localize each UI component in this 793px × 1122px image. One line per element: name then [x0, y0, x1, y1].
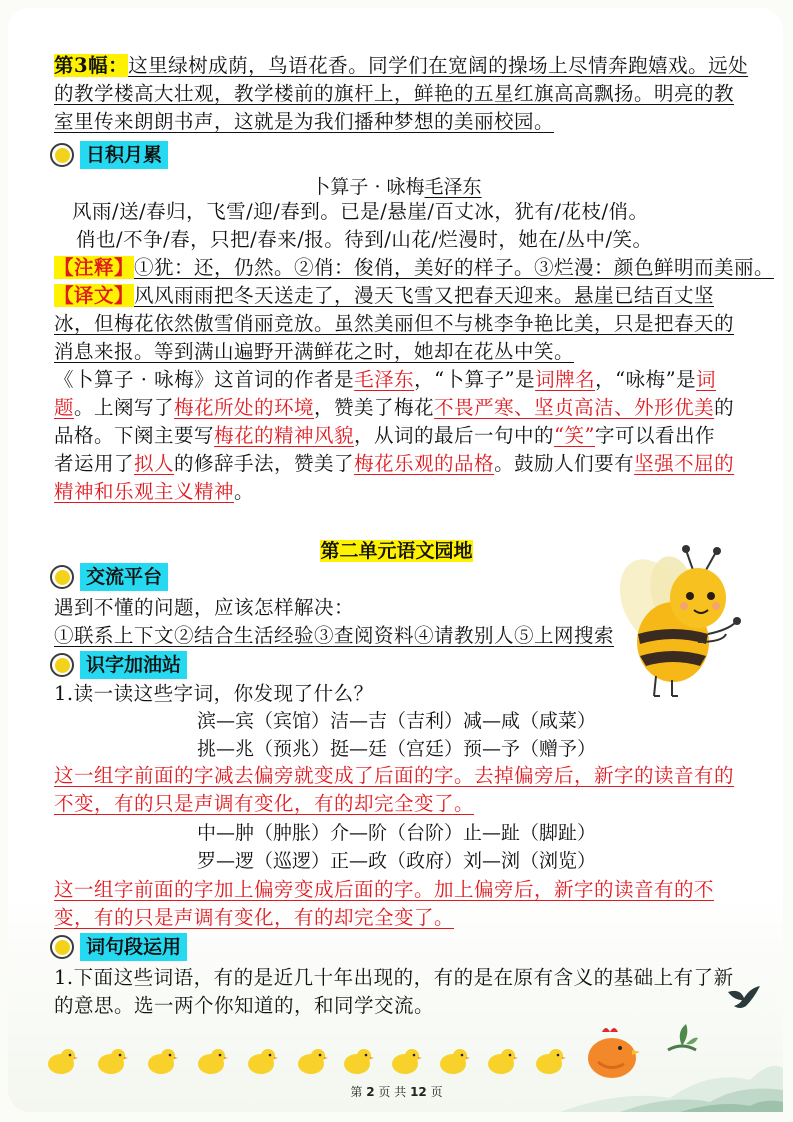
words-line2: 的意思。选一两个你知道的，和同学交流。: [54, 994, 435, 1017]
unit-title: 第二单元语文园地: [320, 540, 473, 562]
answer-cipaiming: 词牌名: [535, 368, 596, 391]
analysis-text: 。鼓励人们要有: [494, 452, 635, 475]
analysis-text: ，赞美了梅花: [314, 396, 435, 419]
picture3-line1: [54, 52, 748, 80]
section-exchange: [50, 562, 168, 592]
literacy-answer2-line1: 这一组字前面的字加上偏旁变成后面的字。加上偏旁后，新字的读音有的不: [54, 878, 715, 901]
chick-icon: [244, 1046, 278, 1076]
poem-title-text: 卜算子 · 咏梅: [311, 176, 425, 198]
exchange-answer: ①联系上下文②结合生活经验③查阅资料④请教别人⑤上网搜索: [54, 624, 615, 647]
translation-tag: 【译文】: [54, 284, 135, 307]
answer-optimism: 梅花乐观的品格: [354, 452, 495, 475]
analysis-text: 者运用了: [54, 452, 135, 475]
chick-icon: [436, 1046, 470, 1076]
literacy-row4: 罗—逻（巡逻）正—政（政府）刘—浏（浏览）: [196, 850, 596, 872]
section-accumulate-label: 日积月累: [80, 141, 168, 169]
footer-text: 页 共: [378, 1085, 407, 1099]
chick-icon: [484, 1046, 518, 1076]
answer-cititle-a: 词: [696, 368, 717, 391]
translation-text1: 风风雨雨把冬天送走了，漫天飞雪又把春天迎来。悬崖已结百丈坚: [134, 284, 715, 307]
page-footer: [0, 1083, 793, 1100]
notes-tag: 【注释】: [54, 256, 135, 279]
analysis-text: 字可以看出作: [595, 424, 716, 447]
literacy-answer1-line2: 不变，有的只是声调有变化，有的却完全变了。: [54, 792, 475, 815]
answer-xiao: “笑”: [554, 424, 595, 447]
answer-author: 毛泽东: [354, 368, 415, 391]
poem-line1: 风雨/送/春归，飞雪/迎/春到。已是/悬崖/百丈冰，犹有/花枝/俏。: [72, 200, 649, 223]
section-exchange-label: 交流平台: [80, 563, 168, 591]
picture3-line3: 室里传来朗朗书声，这就是为我们播种梦想的美丽校园。: [54, 110, 555, 133]
answer-environment: 梅花所处的环境: [174, 396, 315, 419]
analysis-line4: [54, 450, 734, 478]
analysis-text: ，“卜算子”是: [414, 368, 536, 391]
poem-author: 毛泽东: [424, 176, 482, 198]
analysis-text: 的: [714, 396, 735, 419]
footer-text: 页: [430, 1085, 443, 1099]
section-words-label: 词句段运用: [80, 933, 187, 961]
answer-qualities: 不畏严寒、坚贞高洁、外形优美: [434, 396, 715, 419]
literacy-row3: 中—肿（肿胀）介—阶（台阶）止—趾（脚趾）: [196, 822, 596, 844]
section-accumulate: [50, 140, 168, 170]
bullet-icon: [50, 565, 74, 589]
analysis-text: 《卜算子 · 咏梅》这首词的作者是: [54, 368, 355, 391]
page-total: 12: [410, 1085, 427, 1099]
literacy-answer1-line1: 这一组字前面的字减去偏旁就变成了后面的字。去掉偏旁后，新字的读音有的: [54, 764, 735, 787]
translation-line2: 冰，但梅花依然傲雪俏丽竞放。虽然美丽但不与桃李争艳比美，只是把春天的: [54, 312, 735, 335]
answer-spirit-a: 坚强不屈的: [634, 452, 735, 475]
exchange-question: 遇到不懂的问题，应该怎样解决：: [54, 596, 355, 619]
analysis-line1: [54, 366, 716, 394]
analysis-text: ，从词的最后一句中的: [354, 424, 555, 447]
picture3-text1: 这里绿树成荫，鸟语花香。同学们在宽阔的操场上尽情奔跑嬉戏。远处: [128, 54, 749, 77]
translation-line3: 消息来报。等到满山遍野开满鲜花之时，她却在花丛中笑。: [54, 340, 575, 363]
bullet-icon: [50, 935, 74, 959]
analysis-text: ，“咏梅”是: [595, 368, 697, 391]
literacy-row2: 挑—兆（预兆）挺—廷（宫廷）预—予（赠予）: [196, 738, 596, 760]
chick-icon: [340, 1046, 374, 1076]
chick-icon: [388, 1046, 422, 1076]
landscape-decoration: [560, 1040, 783, 1112]
picture3-line2: 的教学楼高大壮观，教学楼前的旗杆上，鲜艳的五星红旗高高飘扬。明亮的教: [54, 82, 735, 105]
literacy-row1: 滨—宾（宾馆）洁—吉（吉利）减—咸（咸菜）: [196, 710, 596, 732]
bullet-icon: [50, 143, 74, 167]
literacy-question: 1.读一读这些字词，你发现了什么？: [54, 682, 374, 705]
analysis-line5: [54, 478, 254, 506]
literacy-answer2-line2: 变，有的只是声调有变化，有的却完全变了。: [54, 906, 455, 929]
notes-line: [54, 254, 774, 282]
answer-spirit-b: 精神和乐观主义精神: [54, 480, 235, 503]
chick-icon: [94, 1046, 128, 1076]
picture3-tag: 第3幅：: [54, 54, 129, 77]
bee-icon: [598, 542, 758, 702]
analysis-text: 品格。下阕主要写: [54, 424, 215, 447]
translation-line1: [54, 282, 714, 310]
chick-icon: [294, 1046, 328, 1076]
chick-icon: [44, 1046, 78, 1076]
page-number: 2: [366, 1085, 375, 1099]
answer-personification: 拟人: [134, 452, 175, 475]
chick-icon: [194, 1046, 228, 1076]
swallow-icon: [726, 984, 762, 1014]
words-line1: 1.下面这些词语，有的是近几十年出现的，有的是在原有含义的基础上有了新: [54, 966, 734, 989]
poem-title: [0, 172, 793, 199]
analysis-line2: [54, 394, 734, 422]
answer-cititle-b: 题: [54, 396, 75, 419]
bullet-icon: [50, 653, 74, 677]
analysis-text: 的修辞手法，赞美了: [174, 452, 355, 475]
poem-line2: 俏也/不争/春，只把/春来/报。待到/山花/烂漫时，她在/丛中/笑。: [76, 228, 653, 251]
analysis-text: 。: [234, 480, 255, 503]
analysis-line3: [54, 422, 715, 450]
section-words: [50, 932, 187, 962]
chick-icon: [144, 1046, 178, 1076]
footer-text: 第: [350, 1085, 363, 1099]
analysis-text: 。上阕写了: [74, 396, 175, 419]
section-literacy: [50, 650, 187, 680]
answer-spirit: 梅花的精神风貌: [214, 424, 355, 447]
notes-text: ①犹：还，仍然。②俏：俊俏，美好的样子。③烂漫：颜色鲜明而美丽。: [134, 256, 775, 279]
section-literacy-label: 识字加油站: [80, 651, 187, 679]
